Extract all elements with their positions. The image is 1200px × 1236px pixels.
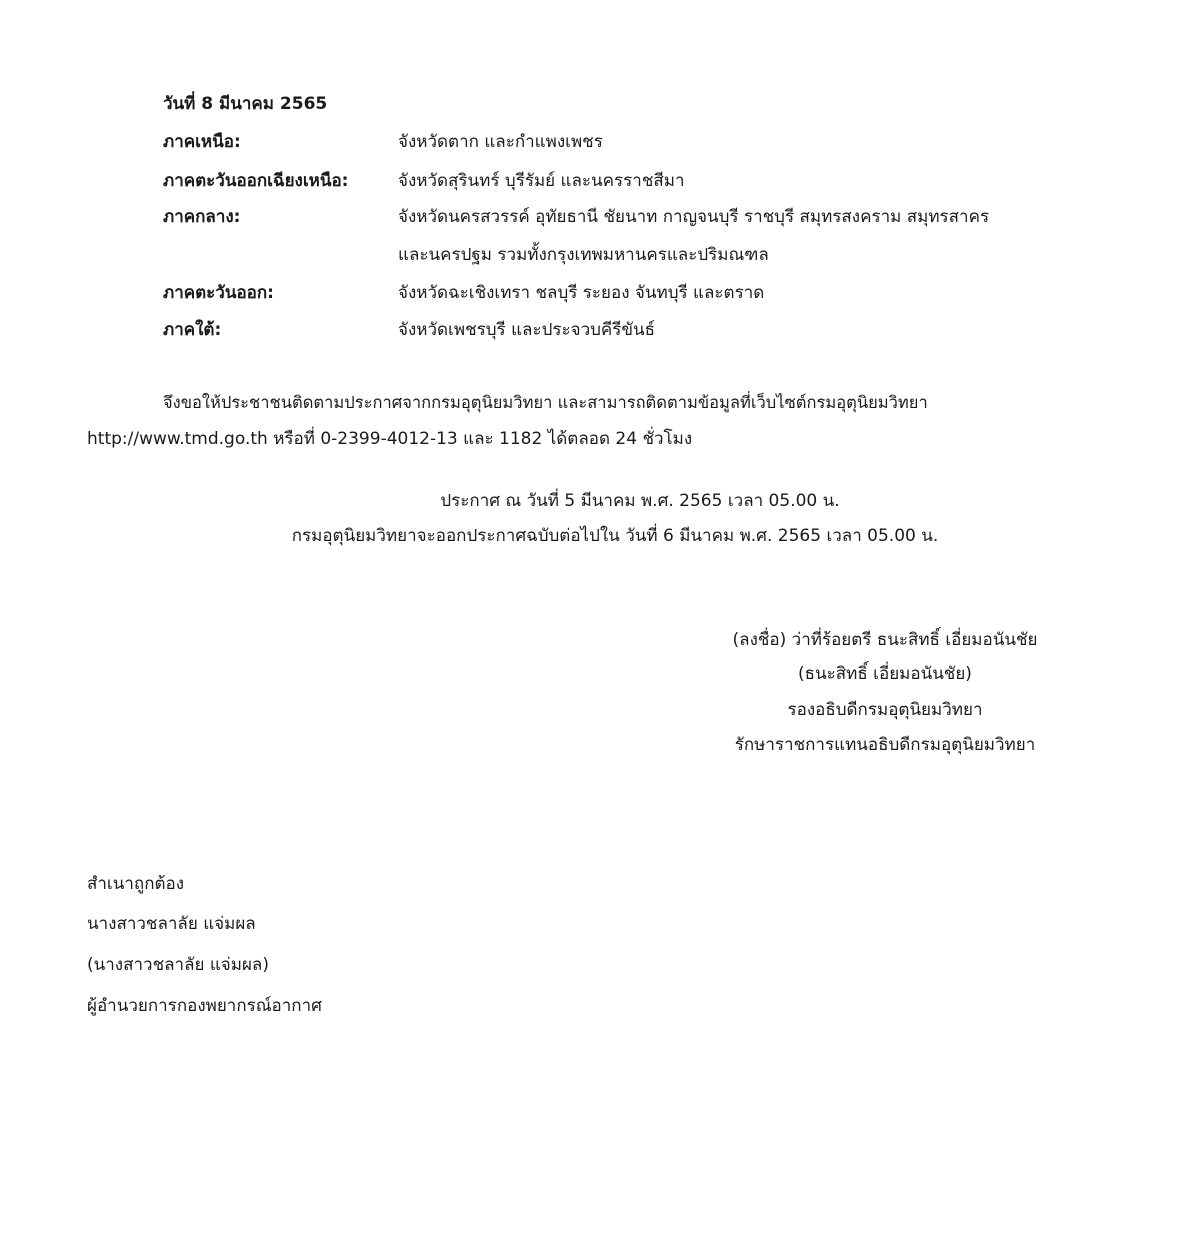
certified-copy-position: ผู้อำนวยการกองพยากรณ์อากาศ: [87, 996, 322, 1016]
signature-signed: (ลงชื่อ) ว่าที่ร้อยตรี ธนะสิทธิ์ เอี่ยมอนันชัย: [732, 630, 1038, 650]
region-provinces-northeast: จังหวัดสุรินทร์ บุรีรัมย์ และนครราชสีมา: [398, 171, 685, 191]
region-provinces-central-line2: และนครปฐม รวมทั้งกรุงเทพมหานครและปริมณฑล: [398, 245, 769, 265]
signature-name: (ธนะสิทธิ์ เอี่ยมอนันชัย): [798, 664, 972, 684]
region-label-east: ภาคตะวันออก:: [163, 283, 274, 303]
certified-copy-title: สำเนาถูกต้อง: [87, 874, 185, 894]
region-provinces-south: จังหวัดเพชรบุรี และประจวบคีรีขันธ์: [398, 320, 656, 340]
signature-position: รองอธิบดีกรมอุตุนิยมวิทยา: [787, 700, 983, 720]
region-provinces-east: จังหวัดฉะเชิงเทรา ชลบุรี ระยอง จันทบุรี และตราด: [398, 283, 765, 303]
advice-line1: จึงขอให้ประชาชนติดตามประกาศจากกรมอุตุนิยมวิทยา และสามารถติดตามข้อมูลที่เว็บไซต์กรมอุตุนิยมวิทยา: [163, 393, 928, 412]
date-heading: วันที่ 8 มีนาคม 2565: [163, 94, 328, 114]
region-provinces-central-line1: จังหวัดนครสวรรค์ อุทัยธานี ชัยนาท กาญจนบุรี ราชบุรี สมุทรสงคราม สมุทรสาคร: [398, 207, 990, 227]
certified-copy-name: นางสาวชลาลัย แจ่มผล: [87, 914, 256, 934]
announcement-issued: ประกาศ ณ วันที่ 5 มีนาคม พ.ศ. 2565 เวลา 05.00 น.: [440, 491, 840, 511]
advice-line2: http://www.tmd.go.th หรือที่ 0-2399-4012-13 และ 1182 ได้ตลอด 24 ชั่วโมง: [87, 429, 693, 449]
signature-acting: รักษาราชการแทนอธิบดีกรมอุตุนิยมวิทยา: [734, 735, 1036, 755]
certified-copy-name-paren: (นางสาวชลาลัย แจ่มผล): [87, 955, 269, 975]
region-label-northeast: ภาคตะวันออกเฉียงเหนือ:: [163, 171, 349, 191]
region-label-north: ภาคเหนือ:: [163, 132, 241, 152]
region-label-central: ภาคกลาง:: [163, 207, 241, 227]
region-label-south: ภาคใต้:: [163, 320, 222, 340]
region-provinces-north: จังหวัดตาก และกำแพงเพชร: [398, 132, 603, 152]
announcement-next: กรมอุตุนิยมวิทยาจะออกประกาศฉบับต่อไปใน วันที่ 6 มีนาคม พ.ศ. 2565 เวลา 05.00 น.: [291, 526, 939, 546]
